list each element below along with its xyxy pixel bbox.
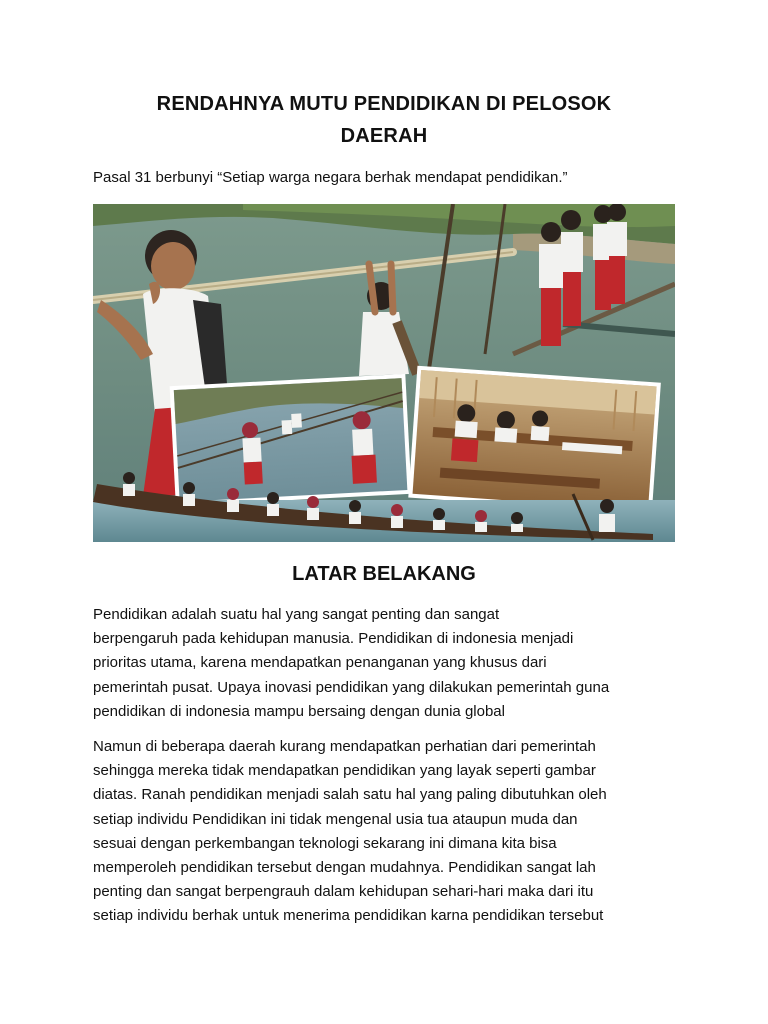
paragraph-1: [93, 603, 683, 724]
paragraph-line: pemerintah pusat. Upaya inovasi pendidikan yang dilakukan pemerintah guna: [93, 678, 610, 696]
title-line: RENDAHNYA MUTU PENDIDIKAN DI PELOSOK: [156, 93, 612, 115]
collage-photo: [93, 204, 675, 542]
paragraph-line: prioritas utama, karena mendapatkan penanganan yang khusus dari: [93, 654, 547, 672]
title-line: DAERAH: [340, 125, 428, 147]
section-heading: LATAR BELAKANG: [292, 563, 476, 585]
document-title: [120, 88, 648, 152]
paragraph-line: setiap individu berhak untuk menerima pendidikan karna pendidikan tersebut: [93, 907, 604, 925]
paragraph-line: sesuai dengan perkembangan teknologi sekarang ini dimana kita bisa: [93, 834, 557, 852]
paragraph-2: [93, 735, 683, 929]
paragraph-line: setiap individu Pendidikan ini tidak mengenal usia tua ataupun muda dan: [93, 810, 578, 828]
paragraph-line: pendidikan di indonesia mampu bersaing dengan dunia global: [93, 702, 505, 720]
paragraph-line: diatas. Ranah pendidikan menjadi salah satu hal yang paling dibutuhkan oleh: [93, 786, 607, 804]
collage-illustration: [93, 204, 675, 542]
paragraph-line: memperoleh pendidikan tersebut dengan mudahnya. Pendidikan sangat lah: [93, 859, 596, 877]
pasal-quote: Pasal 31 berbunyi “Setiap warga negara berhak mendapat pendidikan.”: [93, 169, 568, 186]
paragraph-line: Namun di beberapa daerah kurang mendapatkan perhatian dari pemerintah: [93, 738, 596, 755]
paragraph-line: Pendidikan adalah suatu hal yang sangat penting dan sangat: [93, 606, 500, 623]
paragraph-line: penting dan sangat berpengrauh dalam kehidupan sehari-hari maka dari itu: [93, 883, 594, 901]
paragraph-line: sehingga mereka tidak mendapatkan pendidikan yang layak seperti gambar: [93, 762, 596, 780]
paragraph-line: berpengaruh pada kehidupan manusia. Pendidikan di indonesia menjadi: [93, 630, 574, 648]
